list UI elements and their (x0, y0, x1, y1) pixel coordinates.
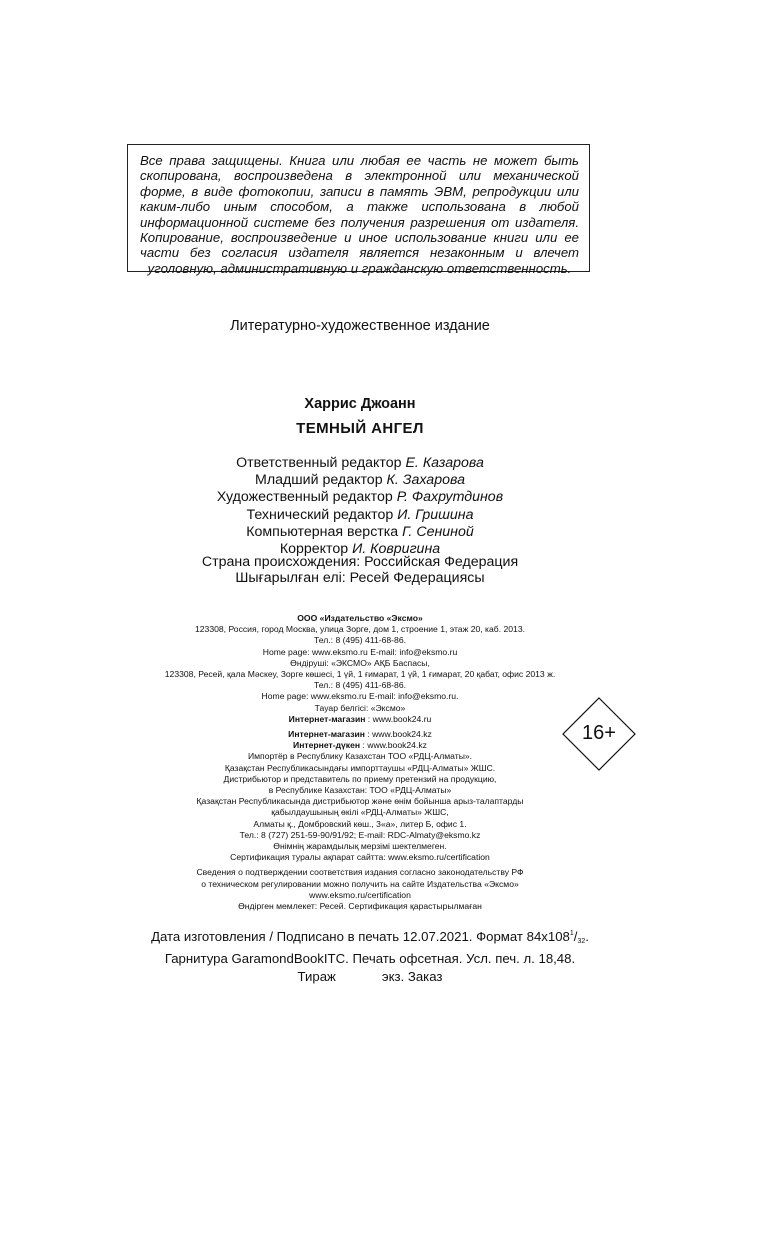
manufacturer-kz: Өндіруші: «ЭКСМО» АҚБ Баспасы, (290, 657, 430, 668)
imprint-line-2: Гарнитура GaramondBookITC. Печать офсетная. Усл. печ. л. 18,48. (164, 951, 576, 967)
certification-kz: Сертификация туралы ақпарат сайтта: www.eksmo.ru/certification (230, 852, 490, 863)
distributor-kz-2: қабылдаушының өкілі «РДЦ-Алматы» ЖШС, (271, 807, 449, 818)
publisher-web-email-2: Home page: www.eksmo.ru E-mail: info@eksmo.ru. (261, 691, 459, 702)
conformity-line-1: Сведения о подтверждении соответствия издания согласно законодательству РФ (196, 867, 524, 878)
edition-type: Литературно-художественное издание (230, 318, 490, 334)
order-label: экз. Заказ (381, 968, 443, 984)
trademark: Тауар белгісі: «Эксмо» (314, 702, 406, 713)
credit-role: Младший редактор (255, 472, 387, 489)
importer-kz: Қазақстан Республикасындағы импорттаушы «РДЦ-Алматы» ЖШС. (224, 762, 496, 773)
online-shop-kz-label-1: Интернет-магазин (288, 729, 365, 740)
credit-line (0, 455, 720, 472)
conformity-line-3: www.eksmo.ru/certification (309, 889, 411, 900)
credit-role: Ответственный редактор (236, 455, 406, 471)
format-slash: / (573, 929, 578, 944)
credit-person: И. Ковригина (352, 541, 441, 558)
publisher-address-kz: 123308, Ресей, қала Мәскеу, Зорге көшесі, 1 үй, 1 ғимарат, 1 үй, 1 ғимарат, 20 қабат, офис 2013 ж. (164, 669, 556, 680)
expiry-kz: Өнімнің жарамдылық мерзімі шектелмеген. (273, 841, 447, 852)
importer-ru: Импортёр в Республику Казахстан ТОО «РДЦ-Алматы». (247, 751, 473, 762)
publisher-address-ru: 123308, Россия, город Москва, улица Зорге, дом 1, строение 1, этаж 20, каб. 2013. (195, 624, 525, 635)
credit-role: Компьютерная верстка (246, 523, 403, 540)
credit-person: К. Захарова (386, 472, 465, 489)
distributor-ru-1: Дистрибьютор и представитель по приему претензий на продукцию, (223, 773, 497, 784)
publisher-name: ООО «Издательство «Эксмо» (297, 613, 423, 623)
book-title: ТЕМНЫЙ АНГЕЛ (296, 420, 424, 437)
credit-line (0, 489, 720, 506)
format-denominator: 32 (577, 938, 586, 945)
format-fraction (570, 929, 585, 944)
copyright-notice-text: Все права защищены. Книга или любая ее часть не может быть скопирована, воспроизведена в электронной или механической форме, в виде фотокопии, записи в память ЭВМ, репродукции или каким-либо иным способом, а также использована в любой информационной системе без получения разрешения от издателя. Копирование, воспроизведение и иное использование книги или ее части без согласия издателя является незаконным и влечет уголовную, административную и гражданскую ответственность. (140, 153, 579, 276)
publisher-tel-1: Тел.: 8 (495) 411-68-86. (314, 635, 406, 646)
credit-person: И. Гришина (397, 506, 474, 523)
publisher-tel-2: Тел.: 8 (495) 411-68-86. (314, 680, 406, 691)
country-of-origin (0, 555, 720, 587)
conformity-line-2: о техническом регулировании можно получить на сайте Издательства «Эксмо» (201, 878, 519, 889)
copyright-notice-box (127, 144, 590, 276)
online-shop-ru-label: Интернет-магазин (288, 713, 366, 724)
credit-line (0, 524, 720, 541)
age-rating-badge (562, 697, 636, 771)
print-run-label: Тираж (297, 968, 336, 984)
imprint-line-1 (0, 925, 740, 950)
format-numerator: 1 (569, 930, 574, 937)
conformity-line-4: Өндірген мемлекет: Ресей. Сертификация қарастырылмаған (238, 901, 482, 912)
online-shop-kz-url-1: : www.book24.kz (364, 729, 432, 740)
almaty-address: Алматы қ., Домбровский көш., 3«а», литер Б, офис 1. (253, 818, 467, 829)
imprint-line-3 (0, 968, 740, 985)
imprint-date-format: Дата изготовления / Подписано в печать 12.07.2021. Формат 84х108 (151, 929, 570, 944)
editorial-credits (0, 455, 720, 558)
online-shop-kz-label-2: Интернет-дүкен (293, 740, 361, 751)
credit-person: Р. Фахрутдинов (396, 489, 504, 506)
credit-line (0, 507, 720, 524)
credit-person: Е. Казарова (405, 455, 484, 471)
credit-role: Технический редактор (246, 506, 398, 523)
online-shop-kz-url-2: : www.book24.kz (360, 740, 427, 751)
credit-person: Г. Сениной (402, 523, 474, 540)
print-imprint (0, 925, 740, 985)
credit-line (0, 472, 720, 489)
imprint-line-1-end: . (585, 929, 589, 944)
credit-role: Корректор (279, 541, 353, 558)
origin-ru: Страна происхождения: Российская Федерация (201, 554, 519, 570)
author-name: Харрис Джоанн (304, 396, 416, 412)
almaty-contacts: Тел.: 8 (727) 251-59-90/91/92; E-mail: RDC-Almaty@eksmo.kz (239, 829, 481, 840)
online-shop-ru-url: : www.book24.ru (365, 713, 432, 724)
distributor-ru-2: в Республике Казахстан: ТОО «РДЦ-Алматы» (268, 785, 452, 796)
age-rating-label: 16+ (582, 722, 616, 744)
origin-kz: Шығарылған елі: Ресей Федерациясы (235, 569, 485, 586)
distributor-kz-1: Қазақстан Республикасында дистрибьютор және өнім бойынша арыз-талаптарды (196, 796, 524, 807)
publisher-web-email-1: Home page: www.eksmo.ru E-mail: info@eksmo.ru (262, 646, 458, 657)
credit-role: Художественный редактор (216, 489, 397, 506)
